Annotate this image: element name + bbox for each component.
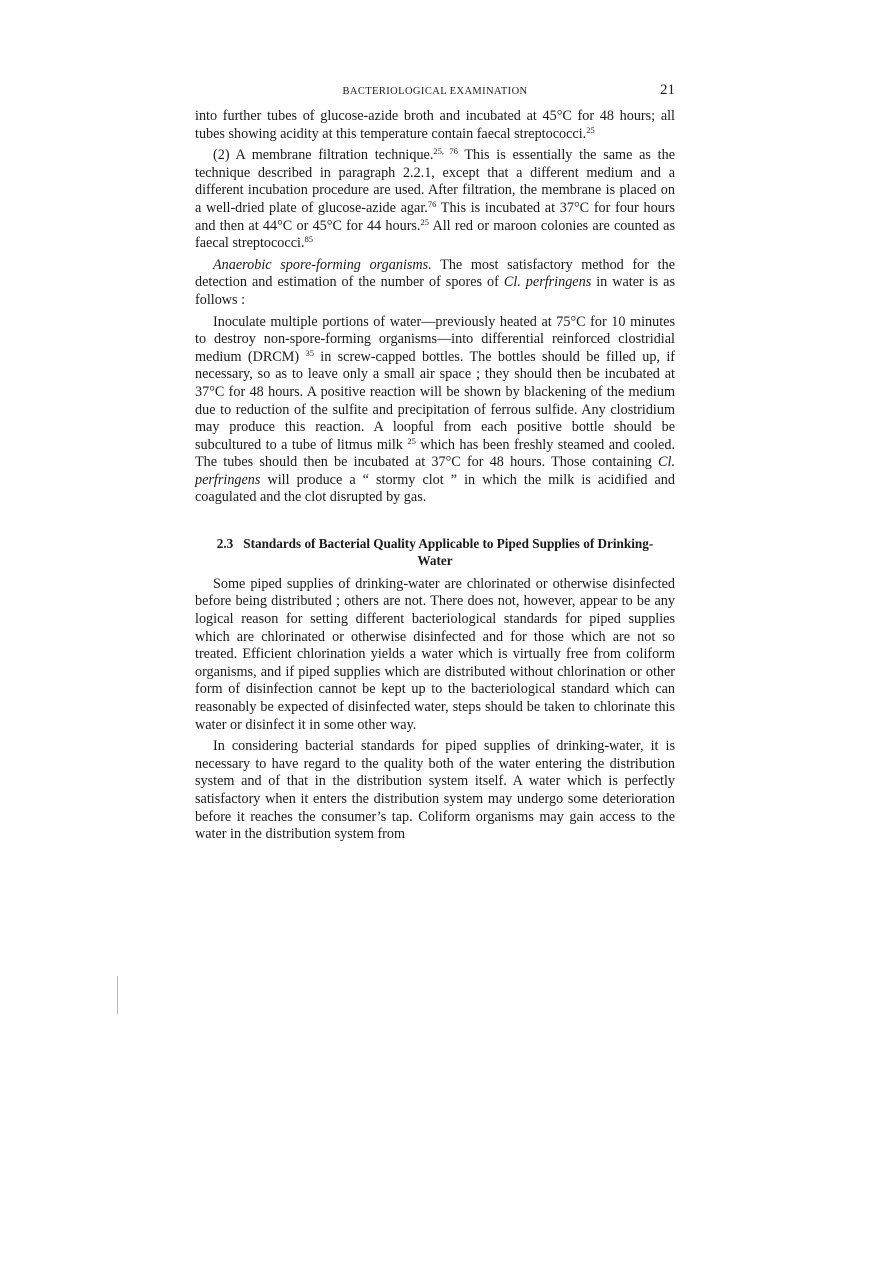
reference-superscript: 85 xyxy=(304,234,313,245)
reference-superscript: 35 xyxy=(305,347,314,358)
paragraph-piped-supplies: Some piped supplies of drinking-water are chlorinated or otherwise disinfected before being distributed ; others are not. There does not, however, appear to be any logical reason for setting different bacteriological standards for piped supplies which are chlorinated or otherwise disinfected and for those which are not so treated. Efficient chlorination yields a water which is virtually free from coliform organisms, and if piped supplies which are distributed without chlorination or other form of disinfection cannot be kept up to the bacteriological standard which can reasonably be expected of disinfected water, steps should be taken to chlorinate this water or disinfect it in some other way. xyxy=(195,575,675,733)
paragraph-membrane-filtration: (2) A membrane filtration technique.$^{25, 76}$ This is essentially the same as the technique described in paragraph 2.2.1, except that a different medium and a different incubation procedure are used. After filtration, the membrane is placed on a well-dried plate of glucose-azide agar.$^{76}$ This is incubated at 37°C for four hours and then at 44°C or 45°C for 44 hours.$^{25}$ All red or maroon colonies are counted as faecal streptococci.$^{85}$ xyxy=(195,146,676,252)
reference-superscript: 25 xyxy=(420,216,429,227)
running-head-title: BACTERIOLOGICAL EXAMINATION xyxy=(342,86,528,97)
body-text xyxy=(195,108,675,844)
species-name: Cl. perfringens xyxy=(503,274,592,291)
document-page xyxy=(195,82,675,844)
reference-superscript: 25 xyxy=(407,435,416,446)
page-number: 21 xyxy=(660,82,675,98)
paragraph-lead-in: Anaerobic spore-forming organisms. xyxy=(213,256,432,273)
section-heading xyxy=(195,535,675,570)
reference-superscript: 25 xyxy=(586,124,595,135)
species-name: Cl. perfringens xyxy=(195,454,675,488)
running-head xyxy=(195,82,675,104)
left-margin-mark xyxy=(117,976,118,1014)
paragraph-bacterial-standards: In considering bacterial standards for piped supplies of drinking-water, it is necessary to have regard to the quality both of the water entering the distribution system and of that in the distribution system itself. A water which is perfectly satisfactory when it enters the distribution system may undergo some deterioration before it reaches the consumer’s tap. Coliform organisms may gain access to the water in the distribution system from xyxy=(195,738,675,843)
paragraph-faecal-streptococci-end: into further tubes of glucose-azide broth and incubated at 45°C for 48 hours; all tubes showing acidity at this temperature contain faecal streptococci.$^{25}$ xyxy=(195,108,675,142)
reference-superscript: 25, 76 xyxy=(433,146,458,157)
section-title: Standards of Bacterial Quality Applicable to Piped Supplies of Drinking-Water xyxy=(243,536,654,569)
reference-superscript: 76 xyxy=(427,198,437,209)
paragraph-inoculation-procedure: Inoculate multiple portions of water—previously heated at 75°C for 10 minutes to destroy non-spore-forming organisms—into differential reinforced clostridial medium (DRCM) $^{35}$ in screw-capped bottles. The bottles should be filled up, if necessary, so as to leave only a small air space ; they should then be incubated at 37°C for 48 hours. A positive reaction will be shown by blackening of the medium due to reduction of the sulfite and precipitation of ferrous sulfide. Any clostridium may produce this reaction. A loopful from each positive bottle should be subcultured to a tube of litmus milk $^{25}$ which has been freshly steamed and cooled. The tubes should then be incubated at 37°C for 48 hours. Those containing Cl. perfringens will produce a “ stormy clot ” in which the milk is acidified and coagulated and the clot disrupted by gas. xyxy=(195,313,675,506)
section-number: 2.3 xyxy=(216,536,234,552)
paragraph-anaerobic-spore-forming: Anaerobic spore-forming organisms. The most satisfactory method for the detection and estimation of the number of spores of Cl. perfringens in water is as follows : xyxy=(195,256,675,308)
